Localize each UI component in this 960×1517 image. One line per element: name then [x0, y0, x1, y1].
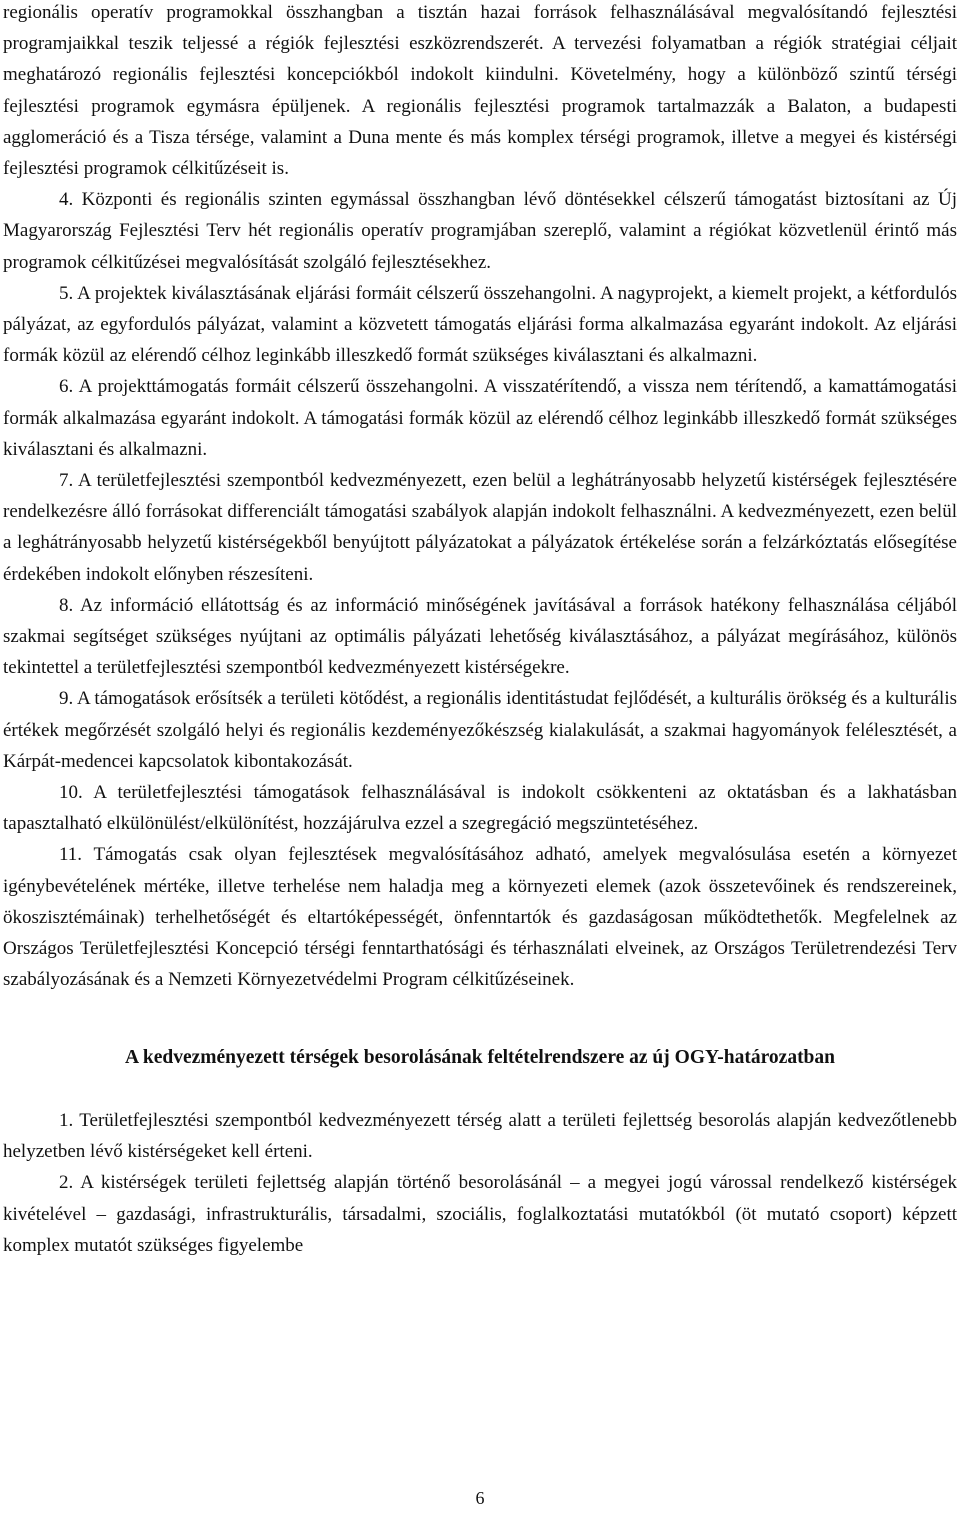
paragraph-8: 8. Az információ ellátottság és az információ minőségének javításával a források hatékony felhasználása céljából szakmai segítséget szükséges nyújtani az optimális pályázati lehetőség kiválasztásához, a pályázat megírásához, különös tekintettel a területfejlesztési szempontból kedvezményezett kistérségekre.	[3, 594, 957, 679]
paragraph-6: 6. A projekttámogatás formáit célszerű összehangolni. A visszatérítendő, a vissza nem térítendő, a kamattámogatási formák alkalmazása egyaránt indokolt. A támogatási formák közül az elérendő célhoz leginkább illeszkedő formát szükséges kiválasztani és alkalmazni.	[3, 376, 957, 460]
paragraph-after-2: 2. A kistérségek területi fejlettség alapján történő besorolásánál – a megyei jogú várossal rendelkező kistérségek kivételével – gazdasági, infrastrukturális, társadalmi, szociális, foglalkoztatási mutatókból (öt mutató csoport) képzett komplex mutatót szükséges figyelembe	[3, 1172, 957, 1256]
paragraph-after-1: 1. Területfejlesztési szempontból kedvezményezett térség alatt a területi fejlettség besorolás alapján kedvezőtlenebb helyzetben lévő kistérségeket kell érteni.	[3, 1110, 957, 1163]
heading-spacer	[3, 1073, 957, 1105]
page-number: 6	[475, 1488, 485, 1508]
paragraph-continuation: regionális operatív programokkal összhangban a tisztán hazai források felhasználásával megvalósítandó fejlesztési programjaikkal teszik teljessé a régiók fejlesztési eszközrendszerét. A tervezési folyamatban a régiók stratégiai céljait meghatározó regionális fejlesztési koncepciókból indokolt kiindulni. Követelmény, hogy a különböző szintű térségi fejlesztési programok egymásra épüljenek. A regionális fejlesztési programok tartalmazzák a Balaton, a budapesti agglomeráció és a Tisza térsége, valamint a Duna mente és más komplex térségi programok, illetve a megyei és kistérségi fejlesztési programok célkitűzéseit is.	[3, 2, 957, 180]
paragraph-7: 7. A területfejlesztési szempontból kedvezményezett, ezen belül a leghátrányosabb helyzetű kistérségek fejlesztésére rendelkezésre álló forrásokat differenciált támogatási szabályok alapján indokolt felhasználni. A kedvezményezett, ezen belül a leghátrányosabb helyzetű kistérségekből benyújtott pályázatokat a pályázatok értékelése során a felzárkóztatás elősegítése érdekében indokolt előnyben részesíteni.	[3, 470, 957, 585]
section-spacer	[3, 996, 957, 1042]
section-heading: A kedvezményezett térségek besorolásának feltételrendszere az új OGY-határozatban	[125, 1046, 835, 1068]
paragraph-4: 4. Központi és regionális szinten egymással összhangban lévő döntésekkel célszerű támogatást biztosítani az Új Magyarország Fejlesztési Terv hét regionális operatív programjában szereplő, valamint a régiókat közvetlenül érintő más programok célkitűzései megvalósítását szolgáló fejlesztésekhez.	[3, 189, 957, 273]
paragraph-11: 11. Támogatás csak olyan fejlesztések megvalósításához adható, amelyek megvalósulása esetén a környezet igénybevételének mértéke, illetve terhelése nem haladja meg a környezeti elemek (azok összetevőinek és rendszereinek, ökoszisztémáinak) terhelhetőségét és eltartóképességét, önfenntartók és gazdaságosan működtethetők. Megfelelnek az Országos Területfejlesztési Koncepció térségi fenntarthatósági és térhasználati elveinek, az Országos Területrendezési Terv szabályozásának és a Nemzeti Környezetvédelmi Program célkitűzéseinek.	[3, 844, 957, 991]
paragraph-5: 5. A projektek kiválasztásának eljárási formáit célszerű összehangolni. A nagyprojekt, a kiemelt projekt, a kétfordulós pályázat, az egyfordulós pályázat, valamint a közvetett támogatás eljárási forma alkalmazása egyaránt indokolt. Az eljárási formák közül az elérendő célhoz leginkább illeszkedő formát szükséges kiválasztani és alkalmazni.	[3, 282, 957, 367]
document-body	[3, 0, 957, 1261]
paragraph-9: 9. A támogatások erősítsék a területi kötődést, a regionális identitástudat fejlődését, a kulturális örökség és a kulturális értékek megőrzését szolgáló helyi és regionális kezdeményezőkészség kialakulását, a szakmai hagyományok felélesztését, a Kárpát-medencei kapcsolatok kibontakozását.	[3, 688, 957, 772]
paragraph-10: 10. A területfejlesztési támogatások felhasználásával is indokolt csökkenteni az oktatásban és a lakhatásban tapasztalható elkülönülést/elkülönítést, hozzájárulva ezzel a szegregáció megszüntetéséhez.	[3, 782, 957, 835]
